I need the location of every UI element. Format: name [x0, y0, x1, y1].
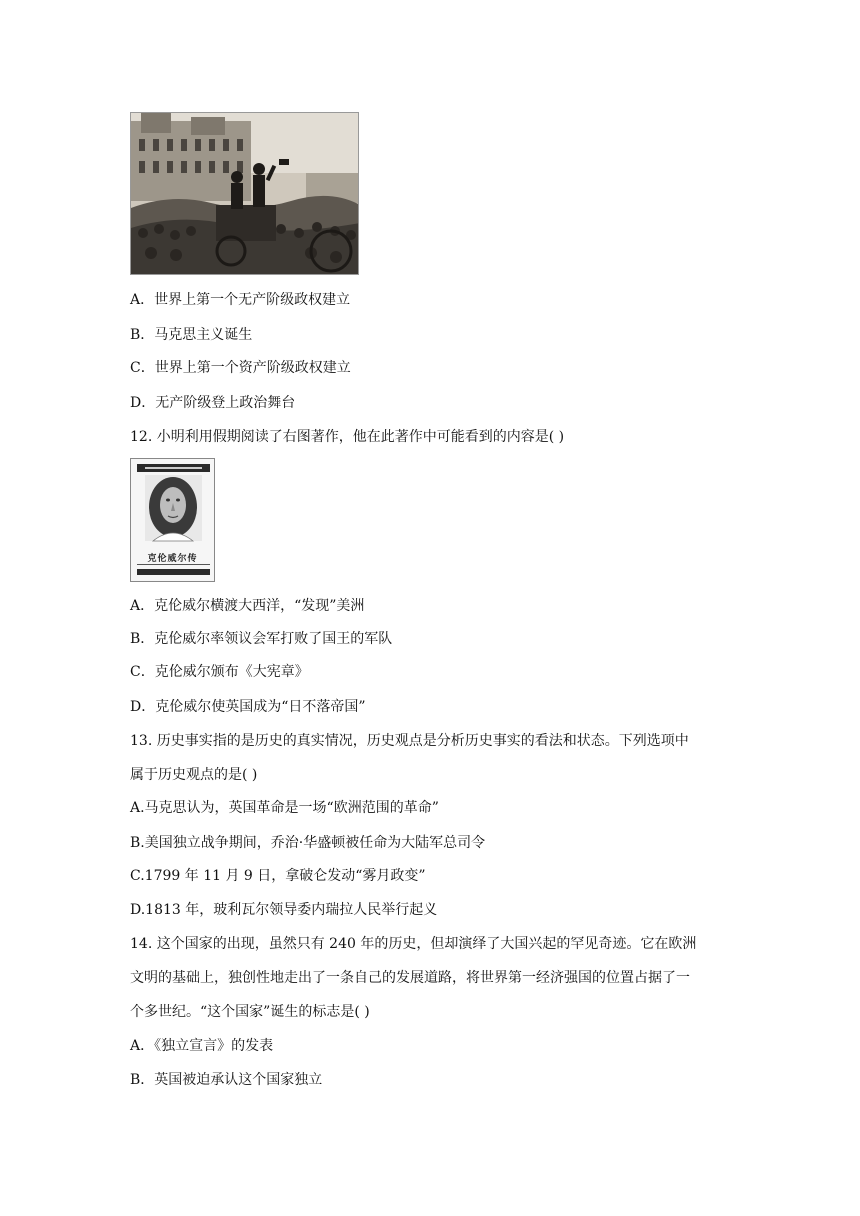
question-12-stem: 12. 小明利用假期阅读了右图著作，他在此著作中可能看到的内容是( ) [130, 429, 565, 445]
question-13-stem-line-1: 13. 历史事实指的是历史的真实情况，历史观点是分析历史事实的看法和状态。下列选项中 [130, 733, 689, 749]
paris-commune-crowd-engraving-image [130, 112, 359, 275]
option-12-b: B．克伦威尔率领议会军打败了国王的军队 [130, 631, 393, 647]
book-title: 克伦威尔传 [147, 554, 198, 564]
option-12-a: A．克伦威尔横渡大西洋，“发现”美洲 [130, 598, 365, 614]
question-14-stem-line-3: 个多世纪。“这个国家”诞生的标志是( ) [130, 1004, 370, 1020]
option-11-b: B．马克思主义诞生 [130, 327, 253, 343]
option-13-c: C.1799 年 11 月 9 日，拿破仑发动“雾月政变” [130, 868, 426, 884]
option-14-b: B．英国被迫承认这个国家独立 [130, 1072, 323, 1088]
cromwell-portrait-book-cover-image [130, 458, 215, 582]
option-11-d: D．无产阶级登上政治舞台 [130, 395, 296, 411]
option-13-a: A.马克思认为，英国革命是一场“欧洲范围的革命” [130, 800, 439, 816]
option-13-b: B.美国独立战争期间，乔治·华盛顿被任命为大陆军总司令 [130, 835, 486, 851]
option-11-a: A．世界上第一个无产阶级政权建立 [130, 292, 351, 308]
question-14-stem-line-2: 文明的基础上，独创性地走出了一条自己的发展道路，将世界第一经济强国的位置占据了一 [130, 970, 690, 986]
option-14-a: A．《独立宣言》的发表 [130, 1038, 274, 1054]
question-14-stem-line-1: 14. 这个国家的出现，虽然只有 240 年的历史，但却演绎了大国兴起的罕见奇迹。它在欧洲 [130, 936, 697, 952]
option-12-d: D．克伦威尔使英国成为“日不落帝国” [130, 699, 366, 715]
option-12-c: C．克伦威尔颁布《大宪章》 [130, 664, 309, 680]
question-13-stem-line-2: 属于历史观点的是( ) [130, 767, 258, 783]
option-13-d: D.1813 年，玻利瓦尔领导委内瑞拉人民举行起义 [130, 902, 438, 918]
option-11-c: C．世界上第一个资产阶级政权建立 [130, 360, 351, 376]
